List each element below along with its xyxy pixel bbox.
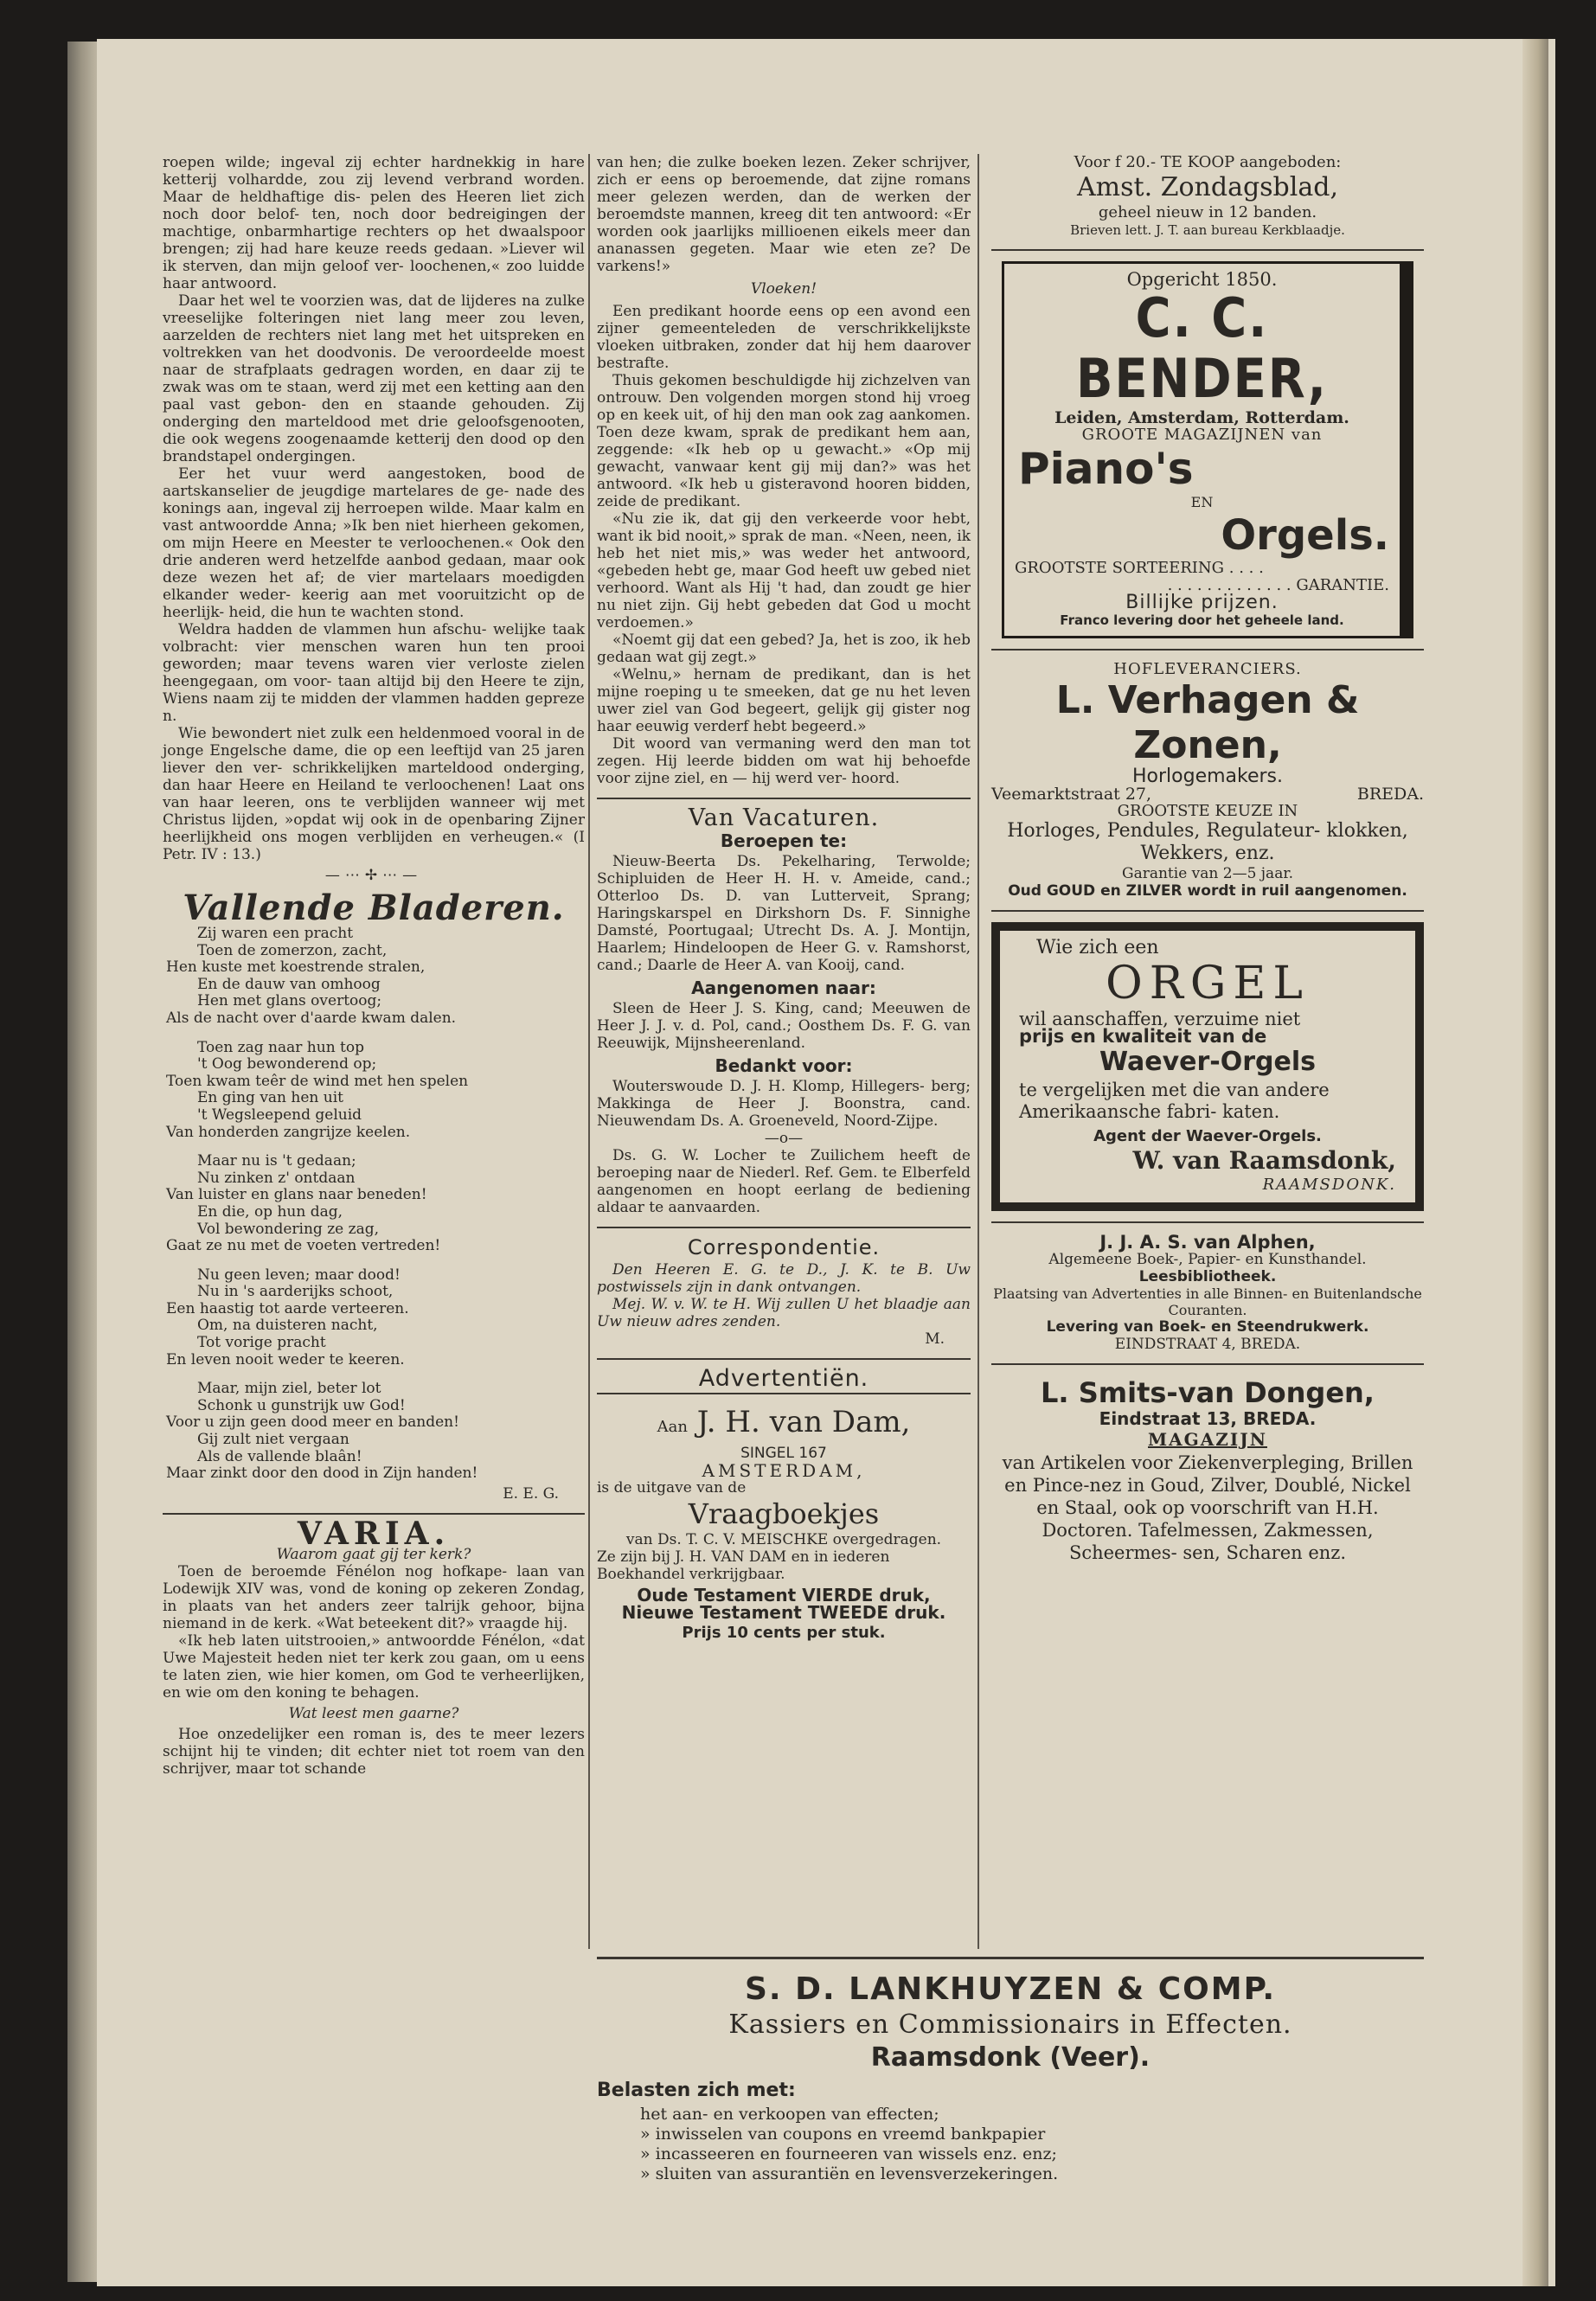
section-divider (991, 1221, 1424, 1223)
poem-line: Vol bewondering ze zag, (197, 1220, 380, 1238)
ad-text: MAGAZIJN (1148, 1429, 1267, 1450)
aangenomen-title: Aangenomen naar: (691, 977, 876, 998)
ad-orgel-agent-name: W. van Raamsdonk, (1132, 1146, 1396, 1175)
ad-te-koop (991, 154, 1424, 239)
ad-city: AMSTERDAM, (702, 1460, 866, 1481)
column-right (991, 154, 1424, 1564)
poem-line: Toen de zomerzon, zacht, (197, 941, 388, 959)
paragraph: roepen wilde; ingeval zij echter hardnekkig in hare ketterij volhardde, zou zij levend verbrand worden. Maar de heldhaftige dis- pelen des Heeren liet zich noch door belof- ten, noch door bedreigingen der machtige, onbarmhartige rechters op het dwaalspoor brengen; zij had hare keuze reeds gedaan. »Liever wil ik sterven, dan mijn geloof ver- loochenen,« zoo luidde haar antwoord. (163, 154, 585, 292)
paragraph: «Ik heb laten uitstrooien,» antwoordde Fénélon, «dat Uwe Majesteit heden niet ter kerk zou gaan, om u eens te laten zien, wie hier komen, om God te verheerlijken, en wie om den koning te behagen. (163, 1632, 585, 1702)
ad-text: Leiden, Amsterdam, Rotterdam. (1054, 408, 1349, 427)
poem-stanza (163, 926, 585, 1028)
ad-orgels: Orgels. (1221, 511, 1389, 560)
ad-text: Eindstraat 13, BREDA. (1099, 1408, 1317, 1429)
ad-van-alphen (991, 1234, 1424, 1353)
ad-text: Oud GOUD en ZILVER wordt in ruil aangenomen. (1008, 882, 1407, 900)
ad-text: Wie zich een (1036, 937, 1159, 958)
ad-lankhuyzen-city: Raamsdonk (Veer). (870, 2042, 1151, 2073)
section-subtitle: Vloeken! (750, 280, 817, 298)
paragraph: «Noemt gij dat een gebed? Ja, het is zoo, ik heb gedaan wat gij zegt.» (597, 631, 971, 666)
section-subtitle: Wat leest men gaarne? (288, 1705, 459, 1723)
ad-piano: Piano's (1018, 444, 1194, 494)
ad-text: RAAMSDONK. (1262, 1176, 1396, 1194)
ad-van-dam-name: J. H. van Dam, (696, 1405, 911, 1439)
ad-text: te vergelijken met die van andere Amerikaansche fabri- katen. (1019, 1080, 1330, 1122)
poem-line: Nu in 's aarderijks schoot, (197, 1283, 394, 1301)
bedankt-title: Bedankt voor: (715, 1055, 853, 1076)
poem-line: Maar, mijn ziel, beter lot (197, 1380, 381, 1398)
ad-verhagen-name: L. Verhagen & Zonen, (1055, 678, 1360, 767)
poem-line: Toen kwam teêr de wind met hen spelen (166, 1072, 469, 1090)
poem-line: Voor u zijn geen dood meer en banden! (166, 1413, 459, 1432)
ad-smits (991, 1375, 1424, 1564)
poem-line: En leven nooit weder te keeren. (166, 1350, 405, 1368)
poem-line: Van luister en glans naar beneden! (166, 1186, 427, 1204)
varia-title: VARIA. (297, 1516, 451, 1553)
ad-van-dam (597, 1405, 971, 1642)
ad-text: EN (1190, 494, 1214, 510)
ad-text: Franco levering door het geheele land. (1060, 612, 1344, 628)
ad-aan: Aan (657, 1418, 688, 1436)
beroepen-title: Beroepen te: (720, 830, 848, 851)
ad-text: wil aanschaffen, verzuime niet (1019, 1009, 1301, 1029)
poem-line: Gaat ze nu met de voeten vertreden! (166, 1237, 441, 1255)
poem-line: 't Wegsleepend geluid (197, 1106, 362, 1124)
poem-line: En die, op hun dag, (197, 1202, 343, 1221)
poem-line: Gij zult niet vergaan (197, 1431, 349, 1449)
section-divider (597, 1227, 971, 1228)
paragraph: Mej. W. v. W. te H. Wij zullen U het blaadje aan Uw nieuw adres zenden. (597, 1296, 971, 1330)
poem-line: Hen kuste met koestrende stralen, (166, 958, 426, 977)
ad-text: Opgericht 1850. (1126, 269, 1278, 290)
ad-text: is de uitgave van de (597, 1479, 747, 1497)
poem-line: 't Oog bewonderend op; (197, 1055, 377, 1074)
ad-alphen-name: J. J. A. S. van Alphen, (1099, 1232, 1316, 1253)
ad-text: Billijke prijzen. (1125, 592, 1279, 613)
paragraph: Wie bewondert niet zulk een heldenmoed vooral in de jonge Engelsche dame, die op een leeftijd van 25 jaren liever den ver- schrikkelijken marteldood onderging, dan haar Heere en Heiland te verloochenen! Laat ons van haar leeren, ons te verblijden wanneer wij met Christus lijden, »opdat wij ook in de openbaring Zijner heerlijkheid ons mogen verblijden en verheugen.« (I Petr. IV : 13.) (163, 725, 585, 863)
paragraph: Daar het wel te voorzien was, dat de lijderes na zulke vreeselijke folteringen niet lang meer zou leven, aarzelden de rechters niet lang met het uitspreken en voltrekken van het doodvonis. De veroordeelde moest naar de strafplaats gedragen worden, en daar zij te zwak was om te staan, werd zij met een ketting aan den paal vast gebon- den en staande gehouden. Zij onderging den marteldood met drie geloofsgenooten, die ook wegens zoogenaamde ketterij den dood op den brandstapel ondergingen. (163, 292, 585, 465)
ad-text: Garantie van 2—5 jaar. (1122, 865, 1293, 882)
poem-title: Vallende Bladeren. (183, 888, 565, 928)
ad-ot: Oude Testament VIERDE druk, (637, 1585, 931, 1606)
ad-text: GROOTE MAGAZIJNEN van (1081, 426, 1323, 444)
ornament-divider: —⋯✢⋯— (324, 867, 423, 884)
paragraph: Toen de beroemde Fénélon nog hofkape- laan van Lodewijk XIV was, vond de koning op zekeren Zondag, in plaats van het anders zeer talrijk gehoor, bijna niemand in de kerk. «Wat beteekent dit?» vraagde hij. (163, 1563, 585, 1633)
paragraph: Dit woord van vermaning werd den man tot zegen. Hij leerde bidden om wat hij behoefde voor zijne ziel, en — hij werd ver- hoord. (597, 735, 971, 787)
ad-bender-name: C. C. BENDER, (1075, 286, 1329, 410)
section-divider (163, 1513, 585, 1515)
poem-line: Nu geen leven; maar dood! (197, 1266, 401, 1284)
ad-lankhuyzen-belasten: Belasten zich met: (597, 2080, 796, 2101)
ad-street: SINGEL 167 (740, 1445, 827, 1462)
ad-text: BREDA. (1356, 785, 1424, 804)
paragraph: Nieuw-Beerta Ds. Pekelharing, Terwolde; Schipluiden de Heer H. H. v. Ameide, cand.; Otterloo Ds. D. van Lutterveit, Sprang; Haringskarspel en Dirkshorn Ds. F. Sinnighe Damsté, Poortugaal; Utrecht Ds. A. J. Montijn, Haarlem; Hindeloopen de Heer G. v. Ramshorst, cand.; Daarle de Heer A. van Kooij, cand. (597, 853, 971, 974)
ad-lankhuyzen-name: S. D. LANKHUYZEN & COMP. (744, 1971, 1277, 2007)
poem (163, 926, 585, 1503)
paragraph: Eer het vuur werd aangestoken, bood de aartskanselier de jeugdige martelares de ge- nade des konings aan, ingeval zij herroepen wilde. Maar kalm en vast antwoordde Anna; »Ik ben niet hierheen gekomen, om mijn Heere en Meester te verloochenen.« Ook den drie anderen werd hetzelfde aanbod gedaan, maar ook deze wezen het af; de vier martelaars moedigden elkander weder- keerig aan met vooruitzicht op de heerlijk- heid, die hun te wachten stond. (163, 465, 585, 621)
ad-text: GROOTSTE SORTEERING . . . . (1015, 559, 1264, 577)
ad-price: Prijs 10 cents per stuk. (682, 1624, 886, 1642)
column-rule (977, 154, 979, 1949)
vacaturen-title: Van Vacaturen. (688, 804, 880, 831)
ad-text: Veemarktstraat 27, (991, 785, 1152, 804)
poem-line: Een haastig tot aarde verteeren. (166, 1299, 409, 1317)
section-divider (597, 1393, 971, 1394)
ad-smits-name: L. Smits-van Dongen, (1041, 1376, 1375, 1409)
small-divider: —o— (764, 1130, 804, 1147)
ad-text: geheel nieuw in 12 banden. (1098, 203, 1317, 221)
ad-text: Brieven lett. J. T. aan bureau Kerkblaadje. (1070, 222, 1345, 238)
ad-text: prijs en kwaliteit van de (1019, 1026, 1267, 1047)
ad-text: Voor f 20.- TE KOOP aangeboden: (1074, 153, 1342, 171)
poem-line: Om, na duisteren nacht, (197, 1317, 378, 1335)
ad-text: Levering van Boek- en Steendrukwerk. (1046, 1318, 1369, 1336)
ad-lankhuyzen (597, 1971, 1424, 2184)
ad-lankhuyzen-tag: Kassiers en Commissionairs in Effecten. (728, 2009, 1292, 2040)
poem-line: Van honderden zangrijze keelen. (166, 1123, 411, 1141)
poem-line: Maar zinkt door den dood in Zijn handen! (166, 1465, 478, 1483)
poem-line: Nu zinken z' ontdaan (197, 1169, 356, 1187)
list-item: » inwisselen van coupons en vreemd bankpapier (640, 2125, 1046, 2144)
ad-text: van Artikelen voor Ziekenverpleging, Brillen en Pince-nez in Goud, Zilver, Doublé, Nickel en Staal, ook op voorschrift van H.H. Doctoren. Tafelmessen, Zakmessen, Scheermes- sen, Scharen enz. (1002, 1452, 1413, 1563)
paragraph: «Nu zie ik, dat gij den verkeerde voor hebt, want ik bid nooit,» sprak de man. «Neen, neen, ik heb het niet mis,» was weder het antwoord, «gebeden hebt ge, maar God heeft uw gebed niet verhoord. Want als Hij 't had, dan zoudt ge hier nu niet zijn. Gij hebt gebeden dat God u mocht verdoemen.» (597, 510, 971, 631)
column-rule (588, 154, 590, 1949)
correspondentie-title: Correspondentie. (687, 1235, 881, 1259)
ad-text: Plaatsing van Advertenties in alle Binnen- en Buitenlandsche Couranten. (993, 1285, 1422, 1318)
section-divider (597, 1957, 1424, 1959)
list-item: het aan- en verkoopen van effecten; (640, 2105, 939, 2124)
poem-stanza (163, 1040, 585, 1142)
ad-van-dam-heading (597, 1405, 971, 1445)
ad-verhagen (991, 661, 1424, 900)
poem-stanza (163, 1153, 585, 1255)
paragraph: Wouterswoude D. J. H. Klomp, Hillegers- berg; Makkinga de Heer J. Boonstra, cand. Nieuwendam Ds. A. Groeneveld, Noord-Zijpe. (597, 1078, 971, 1130)
advertenties-title: Advertentiën. (698, 1365, 869, 1392)
poem-line: Als de nacht over d'aarde kwam dalen. (166, 1009, 457, 1027)
ad-address-row (991, 785, 1424, 803)
ad-text: Ze zijn bij J. H. VAN DAM en in iederen Boekhandel verkrijgbaar. (597, 1548, 890, 1583)
ad-text: EINDSTRAAT 4, BREDA. (1114, 1336, 1301, 1353)
ad-orgel (991, 922, 1424, 1211)
ad-bender (1002, 261, 1413, 638)
correspondence-signature: M. (925, 1330, 945, 1348)
list-item: » sluiten van assurantiën en levensverzekeringen. (640, 2164, 1059, 2183)
ad-lankhuyzen-list (640, 2105, 1424, 2184)
section-divider (991, 910, 1424, 912)
ad-title: Amst. Zondagsblad, (1077, 172, 1338, 202)
list-item: » incasseeren en fourneeren van wissels enz. enz; (640, 2144, 1057, 2163)
ad-orgel-brand: Waever-Orgels (1099, 1047, 1317, 1077)
poem-line: Hen met glans overtoog; (197, 992, 382, 1010)
paragraph: Den Heeren E. G. te D., J. K. te B. Uw postwissels zijn in dank ontvangen. (597, 1261, 971, 1296)
section-divider (991, 249, 1424, 251)
paragraph: van hen; die zulke boeken lezen. Zeker schrijver, zich er eens op beroemende, dat zijne romans meer gelezen werden, dan de werken der beroemdste mannen, kreeg dit ten antwoord: «Er worden ook jaarlijks millioenen eikels meer dan ananassen gegeten. Maar wie eten ze? De varkens!» (597, 154, 971, 275)
poem-signature: E. E. G. (503, 1484, 559, 1503)
ad-text: van Ds. T. C. V. MEISCHKE overgedragen. (625, 1531, 942, 1548)
ad-text: HOFLEVERANCIERS. (1113, 660, 1302, 678)
poem-line: Zij waren een pracht (197, 925, 354, 942)
poem-line: En de dauw van omhoog (197, 975, 381, 993)
paragraph: Een predikant hoorde eens op een avond een zijner gemeenteleden de verschrikkelijkste vloeken uitbraken, zonder dat hij hem daarover bestrafte. (597, 303, 971, 372)
section-divider (991, 1363, 1424, 1365)
ad-orgel-big: ORGEL (1106, 958, 1310, 1009)
section-subtitle: Waarom gaat gij ter kerk? (276, 1546, 471, 1564)
poem-line: Schonk u gunstrijk uw God! (197, 1396, 406, 1414)
paragraph: «Welnu,» hernam de predikant, dan is het mijne roeping u te smeeken, dat ge nu het leven uwer ziel van God begeert, gelijk gij gister nog haar eeuwig verderf hebt begeerd.» (597, 666, 971, 735)
paragraph: Weldra hadden de vlammen hun afschu- welijke taak volbracht: vier menschen waren hun ten prooi geworden; maar tevens waren vier verloste zielen heengegaan, om voor- taan altijd bij den Heere te zijn, Wiens naam zij te midden der vlammen hadden gepreze n. (163, 621, 585, 725)
paragraph: Sleen de Heer J. S. King, cand; Meeuwen de Heer J. J. v. d. Pol, cand.; Oosthem Ds. F. G. van Reeuwijk, Mijnsheerenland. (597, 1000, 971, 1052)
section-divider (597, 798, 971, 799)
poem-line: Als de vallende blaân! (197, 1447, 362, 1465)
section-divider (991, 649, 1424, 651)
ad-text: Horloges, Pendules, Regulateur- klokken, Wekkers, enz. (1007, 820, 1408, 864)
poem-line: Maar nu is 't gedaan; (197, 1152, 356, 1170)
poem-stanza (163, 1267, 585, 1369)
column-middle (597, 154, 971, 1642)
column-left (163, 154, 585, 1778)
poem-line: Tot vorige pracht (197, 1334, 326, 1352)
ad-product: Vraagboekjes (688, 1497, 880, 1530)
paragraph: Ds. G. W. Locher te Zuilichem heeft de beroeping naar de Niederl. Ref. Gem. te Elberfeld aangenomen en hoopt eerlang de bediening aldaar te aanvaarden. (597, 1147, 971, 1216)
ad-text: GROOTSTE KEUZE IN (1117, 802, 1298, 820)
page-edge-shadow (1522, 39, 1548, 2286)
poem-line: Toen zag naar hun top (197, 1038, 364, 1056)
paragraph: Hoe onzedelijker een roman is, des te meer lezers schijnt hij te vinden; dit echter niet tot roem van den schrijver, maar tot schande (163, 1726, 585, 1779)
ad-text: Algemeene Boek-, Papier- en Kunsthandel. (1048, 1251, 1367, 1268)
ad-text: Agent der Waever-Orgels. (1093, 1127, 1322, 1145)
poem-stanza (163, 1381, 585, 1483)
ad-nt: Nieuwe Testament TWEEDE druk. (621, 1602, 946, 1623)
section-divider (597, 1358, 971, 1360)
ad-text: Leesbibliotheek. (1138, 1268, 1277, 1285)
ad-text: Horlogemakers. (1131, 766, 1284, 787)
ad-text: . . . . . . . . . . . . . GARANTIE. (1167, 576, 1389, 594)
paragraph: Thuis gekomen beschuldigde hij zichzelven van ontrouw. Den volgenden morgen stond hij vroeg op en keek uit, of hij den man ook zag aankomen. Toen deze kwam, sprak de predikant hem aan, zeggende: «Ik heb op u gewacht.» «Op mij gewacht, vanwaar kent gij mij dan?» was het antwoord. «Ik heb u gisteravond hooren bidden, zeide de predikant. (597, 372, 971, 510)
poem-line: En ging van hen uit (197, 1089, 343, 1107)
